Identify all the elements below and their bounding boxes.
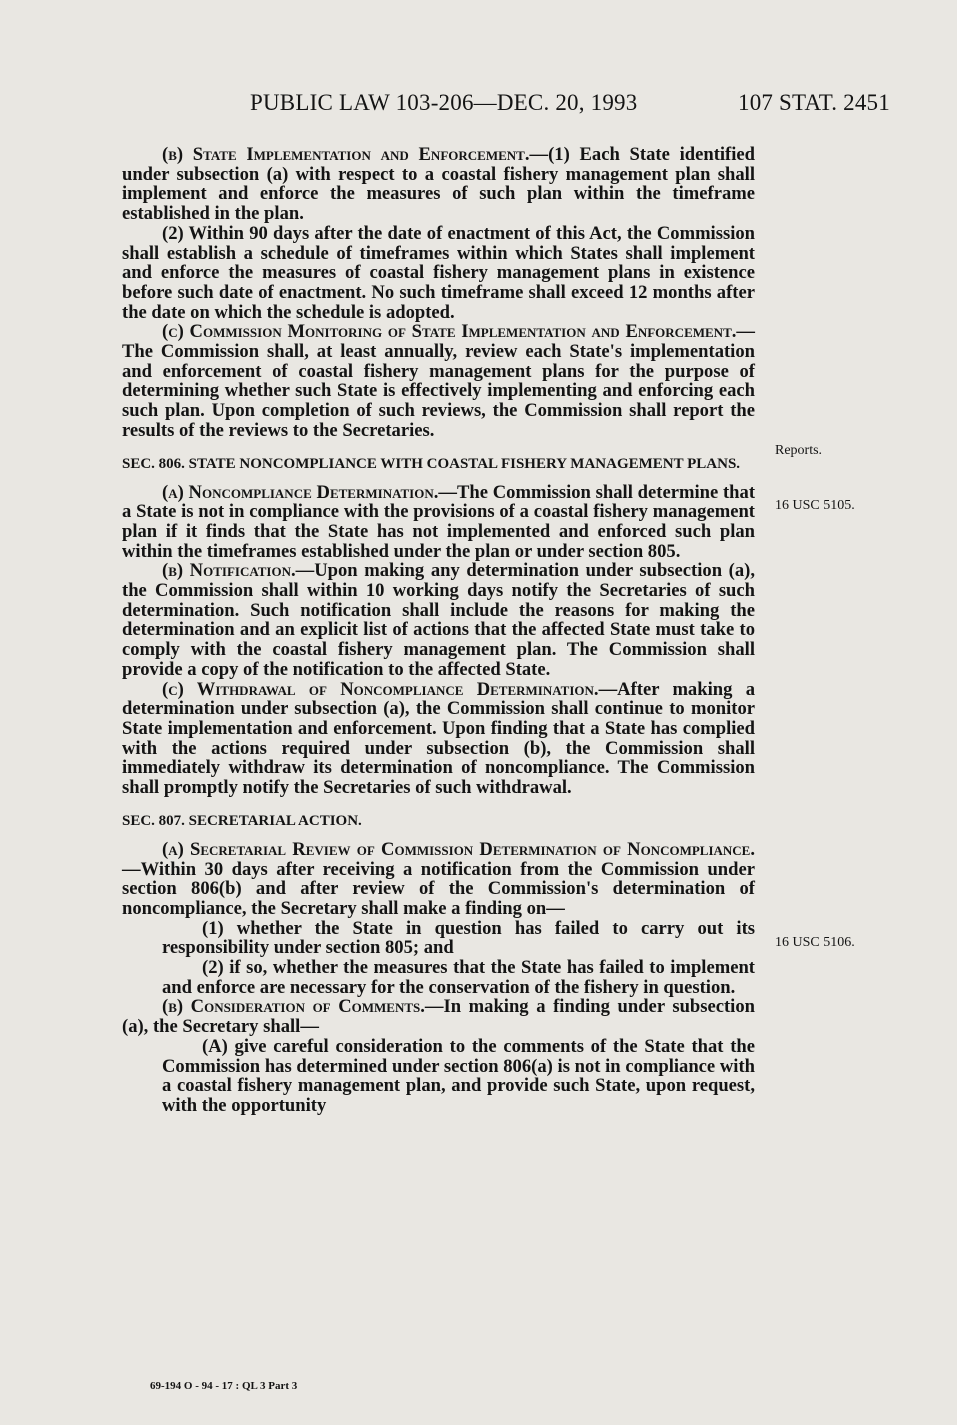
paragraph-807a2: (2) if so, whether the measures that the State has failed to implement and enforce are necessary for the conservation of the fishery in question. <box>162 957 755 998</box>
paragraph-text: —The Commission shall, at least annually, review each State's implementation and enforcement of coastal fishery management plans for the purpose of determining whether such State is effectively implementing and enforcing each such plan. Upon completion of such reviews, the Commission shall report the results of the reviews to the Secretaries. <box>122 321 755 441</box>
margin-note-usc-5105: 16 USC 5105. <box>775 498 855 513</box>
paragraph-text: —The Commission shall determine that a State is not in compliance with the provisions of a coastal fishery management plan if it finds that the State has not implemented and enforced such plan within the timeframes established under the plan or under section 805. <box>122 481 756 562</box>
paragraph-text: —Upon making any determination under subsection (a), the Commission shall within 10 working days notify the Secretaries of such determination. Such notification shall include the reasons for making the determination and an explicit list of actions that the affected State must take to comply with the coastal fishery management plan. The Commission shall provide a copy of the notification to the affected State. <box>122 560 755 680</box>
paragraph-806c <box>122 680 755 798</box>
margin-note-reports: Reports. <box>775 443 823 458</box>
paragraph-text: —After making a determination under subsection (a), the Commission shall continue to monitor State implementation and enforcement. Upon finding that a State has complied with the actions required under subsection (b), the Commission shall immediately withdraw its determination of noncompliance. The Commission shall promptly notify the Secretaries of such withdrawal. <box>122 678 755 799</box>
paragraph-text: —Within 30 days after receiving a notification from the Commission under section 806(b) and after review of the Commission's determination of noncompliance, the Secretary shall make a finding on— <box>122 858 755 919</box>
header-title: PUBLIC LAW 103-206—DEC. 20, 1993 <box>250 90 638 115</box>
section-807-title: SEC. 807. SECRETARIAL ACTION. <box>122 812 362 829</box>
paragraph-806a <box>122 483 755 562</box>
paragraph-b2: (2) Within 90 days after the date of enactment of this Act, the Commission shall establish a schedule of timeframes within which States shall implement and enforce the measures of coastal fishery management plans in existence before such date of enactment. No such timeframe shall exceed 12 months after the date on which the schedule is adopted. <box>122 222 755 323</box>
section-806-title: SEC. 806. STATE NONCOMPLIANCE WITH COASTAL FISHERY MANAGEMENT PLANS. <box>122 455 741 472</box>
paragraph-heading: (c) Commission Monitoring of State Implementation and Enforcement. <box>162 321 737 343</box>
paragraph-heading: (c) Withdrawal of Noncompliance Determination. <box>162 678 599 700</box>
paragraph-heading: (b) Consideration of Comments. <box>162 996 425 1018</box>
paragraph-text: —In making a finding under subsection (a), the Secretary shall— <box>122 996 755 1038</box>
document-body <box>122 145 755 1116</box>
paragraph-806b <box>122 561 755 679</box>
margin-note-usc-5106: 16 USC 5106. <box>775 935 855 950</box>
header-page-number: 107 STAT. 2451 <box>738 90 890 115</box>
paragraph-807b <box>122 997 755 1036</box>
paragraph-b <box>122 145 755 224</box>
paragraph-heading: (a) Secretarial Review of Commission Determination of Noncompliance. <box>162 838 755 860</box>
paragraph-c <box>122 322 755 440</box>
page-footer: 69-194 O - 94 - 17 : QL 3 Part 3 <box>150 1380 298 1392</box>
paragraph-807a <box>122 840 755 919</box>
paragraph-807bA: (A) give careful consideration to the comments of the State that the Commission has determined under section 806(a) is not in compliance with a coastal fishery management plan, and provide such State, upon request, with the opportunity <box>162 1035 755 1116</box>
paragraph-text: —(1) Each State identified under subsection (a) with respect to a coastal fishery management plan shall implement and enforce the measures of such plan within the timeframe established in the plan. <box>122 144 756 225</box>
paragraph-heading: (a) Noncompliance Determination. <box>162 481 439 503</box>
paragraph-807a1: (1) whether the State in question has failed to carry out its responsibility under section 805; and <box>162 917 755 959</box>
paragraph-heading: (b) Notification. <box>162 560 296 582</box>
paragraph-heading: (b) State Implementation and Enforcement. <box>162 144 530 165</box>
